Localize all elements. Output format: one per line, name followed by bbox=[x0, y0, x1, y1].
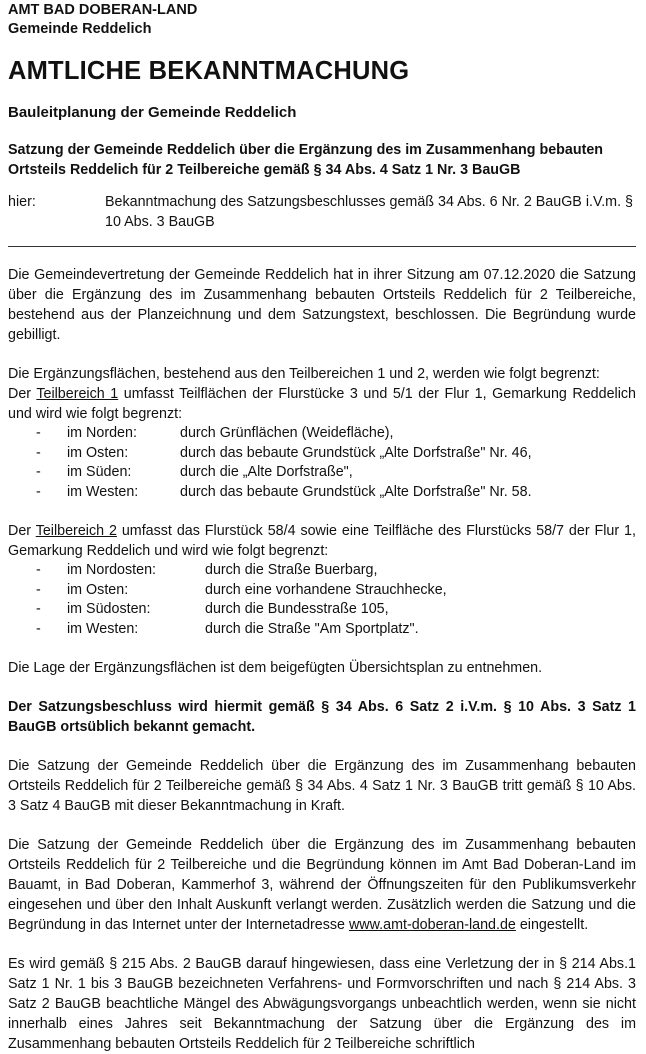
list-desc: durch die „Alte Dorfstraße", bbox=[180, 464, 353, 480]
list-item bbox=[8, 444, 636, 464]
hier-text: Bekanntmachung des Satzungsbeschlusses gemäß 34 Abs. 6 Nr. 2 BauGB i.V.m. § 10 Abs. 3 BauGB bbox=[105, 194, 633, 230]
header-org: AMT BAD DOBERAN-LAND bbox=[8, 2, 198, 18]
website-link[interactable]: www.amt-doberan-land.de bbox=[348, 917, 516, 933]
teilbereich-2-label: Teilbereich 2 bbox=[35, 523, 117, 539]
header-municipality: Gemeinde Reddelich bbox=[8, 21, 152, 37]
list-dash: - bbox=[36, 444, 41, 461]
list-item bbox=[8, 600, 636, 620]
subtitle: Bauleitplanung der Gemeinde Reddelich bbox=[8, 104, 297, 121]
paragraph-lage: Die Lage der Ergänzungsflächen ist dem beigefügten Übersichtsplan zu entnehmen. bbox=[8, 660, 543, 676]
para7-text: Die Satzung der Gemeinde Reddelich über die Ergänzung des im Zusammenhang bebauten Ortsteils Reddelich für 2 Teilbereiche und die Begründung können im Amt Bad Doberan-Land im Bauamt, in Bad Doberan, Kammerhof 3, während der Öffnungszeiten für den Publikumsverkehr eingesehen und über den Inhalt Auskunft verlangt werden. Zusätzlich werden die Satzung und die Begründung in das Internet unter der Internetadresse bbox=[8, 837, 636, 933]
list-desc: durch die Straße "Am Sportplatz". bbox=[205, 620, 419, 637]
list-desc: durch Grünflächen (Weidefläche), bbox=[180, 425, 394, 441]
paragraph-inkrafttreten: Die Satzung der Gemeinde Reddelich über die Ergänzung des im Zusammenhang bebauten Ortsteils Reddelich für 2 Teilbereiche gemäß § 34 Abs. 4 Satz 1 Nr. 3 BauGB tritt gemäß § 10 Abs. 3 Satz 4 BauGB mit dieser Bekanntmachung in Kraft. bbox=[8, 758, 636, 814]
boundary-list-1 bbox=[8, 424, 636, 502]
divider bbox=[8, 246, 636, 247]
list-direction: im Süden: bbox=[67, 464, 132, 480]
list-desc: durch das bebaute Grundstück „Alte Dorfstraße" Nr. 58. bbox=[180, 483, 532, 500]
page-title: AMTLICHE BEKANNTMACHUNG bbox=[8, 57, 410, 85]
paragraph-einsicht bbox=[8, 835, 636, 935]
para2-rest: umfasst Teilflächen der Flurstücke 3 und 5/1 der Flur 1, Gemarkung Reddelich und wird wie folgt begrenzt: bbox=[8, 386, 636, 422]
list-item bbox=[8, 463, 636, 483]
paragraph-hinweis: Es wird gemäß § 215 Abs. 2 BauGB darauf hingewiesen, dass eine Verletzung der in § 214 Abs.1 Satz 1 Nr. 1 bis 3 BauGB bezeichneten Verfahrens- und Formvorschriften und nach § 214 Abs. 3 Satz 2 BauGB beachtliche Mängel des Abwägungsvorgangs unbeachtlich werden, wenn sie nicht innerhalb eines Jahres seit Bekanntmachung der Satzung über die Ergänzung des im Zusammenhang bebauten Ortsteils Reddelich für 2 Teilbereiche schriftlich bbox=[8, 956, 636, 1052]
list-item bbox=[8, 561, 636, 581]
list-desc: durch eine vorhandene Strauchhecke, bbox=[205, 581, 447, 598]
list-dash: - bbox=[36, 620, 41, 637]
list-dash: - bbox=[36, 581, 41, 598]
list-direction: im Osten: bbox=[67, 581, 129, 598]
para3-prefix: Der bbox=[8, 523, 36, 539]
list-direction: im Nordosten: bbox=[67, 562, 156, 578]
list-direction: im Westen: bbox=[67, 620, 139, 637]
paragraph-teilbereich-2 bbox=[8, 521, 636, 561]
list-direction: im Norden: bbox=[67, 425, 137, 441]
teilbereich-1-label: Teilbereich 1 bbox=[36, 386, 119, 402]
para2-prefix: Der bbox=[8, 386, 37, 402]
paragraph-ergaenzungsflaechen bbox=[8, 364, 636, 424]
list-desc: durch die Bundesstraße 105, bbox=[205, 601, 389, 617]
satzung-title: Satzung der Gemeinde Reddelich über die Ergänzung des im Zusammenhang bebauten Ortsteils Reddelich für 2 Teilbereiche gemäß § 34 Abs. 4 Satz 1 Nr. 3 BauGB bbox=[8, 142, 604, 178]
list-item bbox=[8, 620, 636, 640]
list-direction: im Westen: bbox=[67, 483, 139, 500]
list-item bbox=[8, 581, 636, 601]
list-direction: im Osten: bbox=[67, 444, 129, 461]
list-dash: - bbox=[36, 601, 41, 617]
hier-row bbox=[8, 192, 636, 232]
paragraph-intro: Die Ergänzungsflächen, bestehend aus den Teilbereichen 1 und 2, werden wie folgt begrenzt: bbox=[8, 366, 600, 382]
para3-rest: umfasst das Flurstück 58/4 sowie eine Teilfläche des Flurstücks 58/7 der Flur 1, Gemarkung Reddelich und wird wie folgt begrenzt: bbox=[8, 523, 636, 559]
list-direction: im Südosten: bbox=[67, 601, 151, 617]
list-dash: - bbox=[36, 483, 41, 500]
boundary-list-2 bbox=[8, 561, 636, 639]
para7-end: eingestellt. bbox=[515, 917, 589, 933]
paragraph-beschluss: Die Gemeindevertretung der Gemeinde Reddelich hat in ihrer Sitzung am 07.12.2020 die Satzung über die Ergänzung des im Zusammenhang bebauten Ortsteils Reddelich für 2 Teilbereiche, bestehend aus der Planzeichnung und dem Satzungstext, beschlossen. Die Begründung wurde gebilligt. bbox=[8, 267, 636, 343]
paragraph-bekanntmachung-bold: Der Satzungsbeschluss wird hiermit gemäß § 34 Abs. 6 Satz 2 i.V.m. § 10 Abs. 3 Satz 1 BauGB ortsüblich bekannt gemacht. bbox=[8, 699, 636, 735]
list-dash: - bbox=[36, 464, 41, 480]
list-dash: - bbox=[36, 425, 41, 441]
list-dash: - bbox=[36, 562, 41, 578]
list-item bbox=[8, 424, 636, 444]
list-desc: durch das bebaute Grundstück „Alte Dorfstraße" Nr. 46, bbox=[180, 444, 532, 461]
hier-label: hier: bbox=[8, 194, 36, 210]
list-desc: durch die Straße Buerbarg, bbox=[205, 562, 378, 578]
list-item bbox=[8, 483, 636, 503]
